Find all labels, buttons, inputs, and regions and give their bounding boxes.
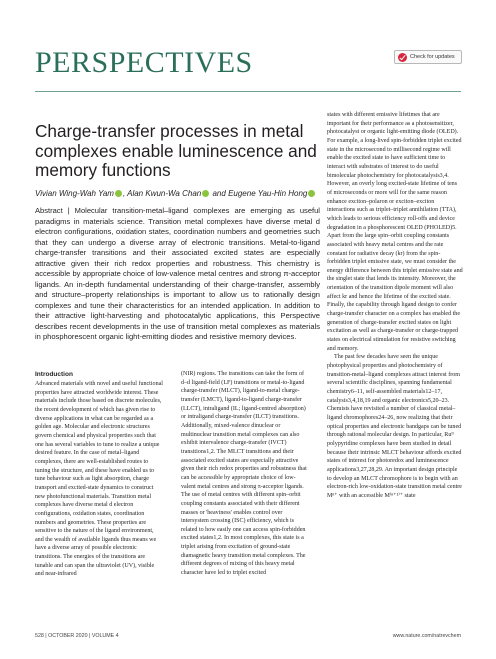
footer-journal-url[interactable]: www.nature.com/natrevchem xyxy=(392,633,461,639)
paragraph: The past few decades have seen the unique photophysical properties and photochemistry of transition-metal–ligand complexes attract interest from several scientific disciplines, spanning fundamental chemistry6–11, self-assembled materials12–17, catalysis3,4,18,19 and organic electronics5,20–23. Chemists have revisited a number of classical metal–ligand chromophores24–26, now realizing that their optical properties and electronic bandgaps can be tuned through rational molecular design. In particular, Ruᴵᴵ polypyridine complexes have been studied in detail because their intrinsic MLCT behaviour affords excited states of interest for photoredox and luminescence applications3,27,28,29. An important design principle to develop an MLCT chromophore is to begin with an electron-rich low-oxidation-state transition metal centre Mⁿ⁺ with an accessible M⁽ⁿ⁺¹⁾⁺ state xyxy=(327,354,462,499)
author-name: Eugene Yau-Hin Hong xyxy=(228,189,308,198)
author-name: Vivian Wing-Wah Yam xyxy=(35,189,114,198)
check-for-updates-label: Check for updates xyxy=(410,54,455,60)
article-title: Charge-transfer processes in metal complexes enable luminescence and memory functions xyxy=(35,121,317,180)
body-column-1: Advanced materials with novel and useful functional properties have attracted worldwide interest. These materials include those based on discrete molecules, the recent development of which has given rise to diverse applications in what can be regarded as a golden age. Molecular and electronic structures govern chemical and physical properties such that one has several variables to tune to realize a unique desired feature. In the case of metal–ligand complexes, there are well-established routes to tuning the structure, and these have enabled us to tune behaviour such as light absorption, charge transport and excited-state dynamics to construct new photofunctional materials. Transition metal complexes have diverse metal d electron configurations, oxidation states, coordination numbers and geometries. These properties are sensitive to the nature of the ligand environment, and the wealth of available ligands thus means we have a diverse array of possible electronic transitions. The energies of the transitions are tunable and can span the ultraviolet (UV), visible and near-infrared xyxy=(35,381,163,578)
orcid-icon[interactable] xyxy=(202,190,209,197)
orcid-icon[interactable] xyxy=(115,190,122,197)
orcid-icon[interactable] xyxy=(308,190,315,197)
author-name: Alan Kwun-Wa Chan xyxy=(127,189,202,198)
page-footer xyxy=(35,633,461,639)
author-conjunction: and xyxy=(212,189,226,198)
paragraph: states with different emissive lifetimes that are important for their performance as a photosensitizer, photocatalyst or organic light-emitting diode (OLED). For example, a long-lived spin-forbidden triplet excited state in the microsecond to millisecond regime will enable the excited state to have sufficient time to interact with substrates of interest to do useful bimolecular photochemistry for photocatalysis3,4. However, an overly long excited-state lifetime of tens of microseconds or more will for the same reason enhance exciton–polaron or exciton–exciton interactions such as triplet–triplet annihilation (TTA), which leads to serious efficiency roll-offs and device degradation in a phosphorescent OLED (PHOLED)5. Apart from the large spin–orbit coupling constants associated with heavy metal centres and the rate constant for radiative decay (kr) from the spin-forbidden triplet emissive state, we must consider the energy difference between this triplet emissive state and the singlet state that lends its intensity. Moreover, the orientation of the transition dipole moment will also affect kr and hence the lifetime of the excited state. Finally, the capability through ligand design to confer charge-transfer character on a complex has enabled the generation of charge-transfer excited states on light excitation as well as charge-transfer or charge-trapped states on electrical stimulation for resistive switching and memory. xyxy=(327,112,463,352)
body-column-2: (NIR) regions. The transitions can take the form of d–d ligand-field (LF) transitions or metal-to-ligand charge-transfer (MLCT), ligand-to-metal charge-transfer (LMCT), ligand-to-ligand charge-transfer (LLCT), intraligand (IL; ligand-centred absorption) or intraligand charge-transfer (ILCT) transitions. Additionally, mixed-valence dinuclear or multinuclear transition metal complexes can also exhibit intervalence charge-transfer (IVCT) transitions1,2. The MLCT transitions and their associated excited states are especially attractive given their rich redox properties and robustness that can be accessible by appropriate choice of low-valent metal centres and strong π-acceptor ligands. The use of metal centres with different spin–orbit coupling constants associated with their different masses or 'heaviness' enables control over intersystem crossing (ISC) efficiency, which is related to how easily one can access spin-forbidden excited states1,2. In most complexes, this state is a triplet arising from excitation of ground-state diamagnetic heavy transition metal complexes. The different degrees of mixing of this heavy metal character have led to triplet excited xyxy=(181,371,307,577)
check-for-updates-icon xyxy=(398,53,407,62)
body-column-3 xyxy=(327,111,463,501)
author-separator: , xyxy=(122,189,126,198)
abstract: Abstract | Molecular transition-metal–ligand complexes are emerging as useful paradigms in materials science. Transition metal complexes have diverse metal d electron configurations, oxidation states, coordination numbers and geometries such that they can undergo a diverse array of electronic transitions. Metal-to-ligand charge-transfer transitions and their associated excited states are especially attractive given their rich redox properties and robustness. This chemistry is accessible by appropriate choice of low-valence metal centres and strong π-acceptor ligands. An in-depth fundamental understanding of their charge-transfer, assembly and structure–property relationships is important to allow us to rationally design complexes and tune their characteristics for an intended application. In addition to their attractive light-harvesting and photocatalytic applications, this Perspective describes recent developments in the use of transition metal complexes as materials in phosphorescent organic light-emitting diodes and resistive memory devices. xyxy=(35,206,320,341)
header-rule xyxy=(35,91,461,92)
section-heading-introduction: Introduction xyxy=(35,371,73,378)
footer-page-info: 528 | OCTOBER 2020 | VOLUME 4 xyxy=(35,633,119,639)
section-heading: PERSPECTIVES xyxy=(35,46,253,79)
author-list xyxy=(35,189,320,198)
check-for-updates-button[interactable] xyxy=(394,50,462,64)
